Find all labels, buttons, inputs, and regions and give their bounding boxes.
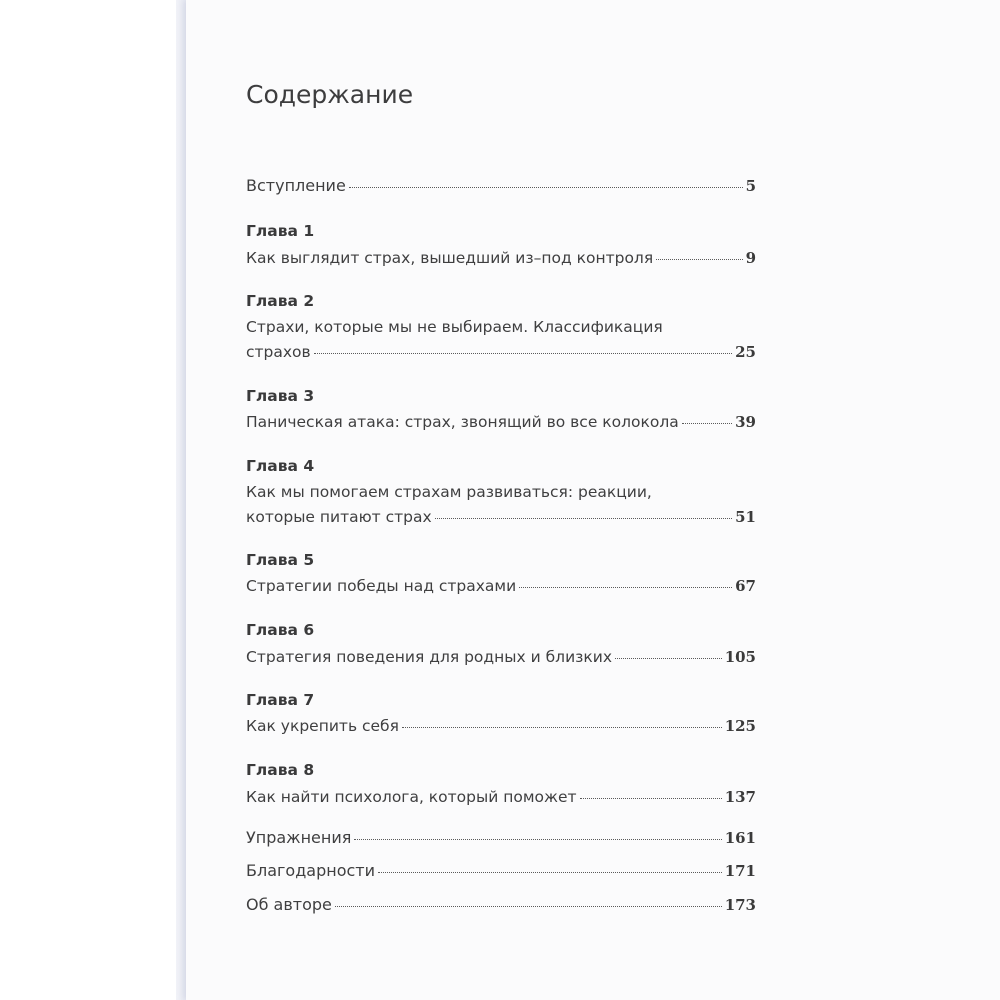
dot-leader xyxy=(354,839,721,840)
toc-entry-label: Об авторе xyxy=(246,895,332,914)
dot-leader xyxy=(615,658,722,659)
dot-leader xyxy=(378,872,722,873)
toc-page-number: 161 xyxy=(724,829,756,847)
toc-page-number: 105 xyxy=(724,648,756,666)
chapter-heading: Глава 4 xyxy=(246,457,315,475)
page-title: Содержание xyxy=(246,80,414,109)
toc-entry-chapter-3[interactable] xyxy=(246,412,756,432)
chapter-heading: Глава 8 xyxy=(246,761,315,779)
toc-page-number: 173 xyxy=(724,896,756,914)
toc-entry-label: Упражнения xyxy=(246,828,352,847)
toc-entry-label: Вступление xyxy=(246,176,346,195)
toc-entry-acknowledgements[interactable] xyxy=(246,861,756,881)
dot-leader xyxy=(314,353,732,354)
toc-entry-about-author[interactable] xyxy=(246,895,756,915)
toc-page-number: 67 xyxy=(735,577,756,595)
dot-leader xyxy=(349,187,743,188)
toc-entry-chapter-2[interactable] xyxy=(246,342,756,362)
toc-entry-chapter-7[interactable] xyxy=(246,716,756,736)
toc-page-number: 51 xyxy=(735,508,756,526)
toc-entry-label-line: Страхи, которые мы не выбираем. Классификация xyxy=(246,318,663,336)
toc-entry-label: Как укрепить себя xyxy=(246,717,399,735)
toc-entry-label: Стратегия поведения для родных и близких xyxy=(246,648,612,666)
toc-page-number: 125 xyxy=(724,717,756,735)
dot-leader xyxy=(580,798,722,799)
toc-entry-exercises[interactable] xyxy=(246,828,756,848)
toc-entry-chapter-5[interactable] xyxy=(246,576,756,596)
toc-entry-chapter-6[interactable] xyxy=(246,647,756,667)
toc-entry-label: которые питают страх xyxy=(246,508,432,526)
chapter-heading: Глава 7 xyxy=(246,691,315,709)
dot-leader xyxy=(519,587,732,588)
toc-page-number: 39 xyxy=(735,413,756,431)
toc-page-number: 137 xyxy=(724,788,756,806)
toc-entry-label-line: Как мы помогаем страхам развиваться: реакции, xyxy=(246,483,652,501)
toc-entry-label: Благодарности xyxy=(246,861,375,880)
toc-page-number: 171 xyxy=(724,862,756,880)
chapter-heading: Глава 3 xyxy=(246,387,315,405)
toc-entry-label: страхов xyxy=(246,343,311,361)
dot-leader xyxy=(435,518,732,519)
chapter-heading: Глава 2 xyxy=(246,292,315,310)
chapter-heading: Глава 5 xyxy=(246,551,315,569)
chapter-heading: Глава 1 xyxy=(246,222,315,240)
dot-leader xyxy=(402,727,722,728)
toc-entry-intro[interactable] xyxy=(246,176,756,196)
toc-entry-chapter-4[interactable] xyxy=(246,507,756,527)
dot-leader xyxy=(656,259,742,260)
dot-leader xyxy=(682,423,732,424)
toc-entry-label: Стратегии победы над страхами xyxy=(246,577,517,595)
toc-entry-chapter-1[interactable] xyxy=(246,248,756,268)
toc-entry-label: Паническая атака: страх, звонящий во все колокола xyxy=(246,413,679,431)
dot-leader xyxy=(335,906,722,907)
toc-entry-label: Как найти психолога, который поможет xyxy=(246,788,577,806)
toc-page-number: 9 xyxy=(745,249,756,267)
chapter-heading: Глава 6 xyxy=(246,621,315,639)
toc-entry-chapter-8[interactable] xyxy=(246,787,756,807)
toc-page-number: 25 xyxy=(735,343,756,361)
toc-page-number: 5 xyxy=(745,177,756,195)
toc-entry-label: Как выглядит страх, вышедший из–под контроля xyxy=(246,249,654,267)
